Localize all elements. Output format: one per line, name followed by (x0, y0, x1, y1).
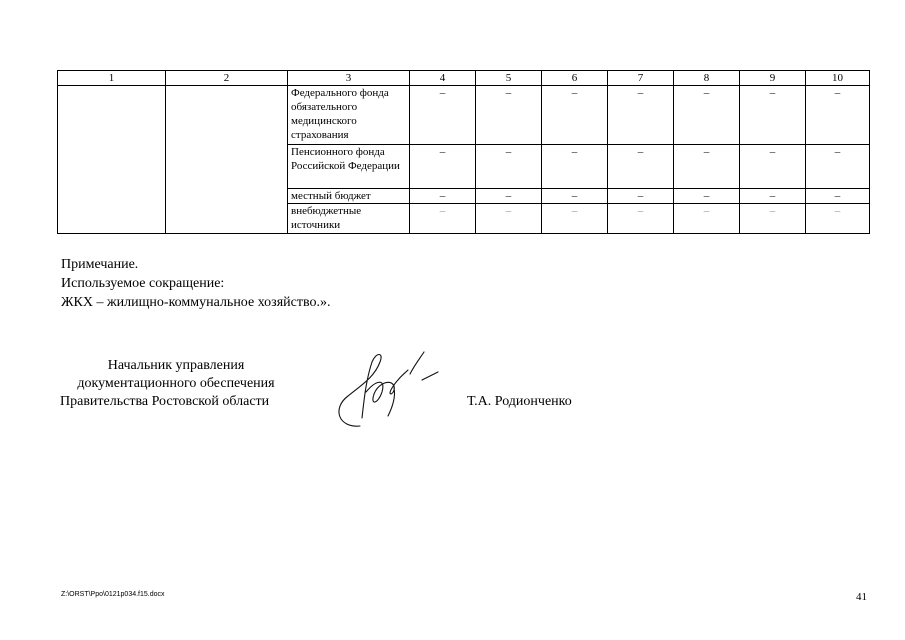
table-cell: – (608, 145, 674, 189)
table-cell: – (674, 145, 740, 189)
table-cell: – (608, 189, 674, 204)
note-title: Примечание. (61, 257, 139, 272)
table-cell: – (410, 204, 476, 234)
table-cell: – (410, 145, 476, 189)
column-header: 7 (608, 71, 674, 86)
table-cell: – (740, 145, 806, 189)
position-line: Начальник управления (107, 358, 245, 373)
table-cell: – (542, 145, 608, 189)
signatory-position (60, 357, 292, 411)
page-number: 41 (856, 591, 867, 603)
funding-source-label: Федерального фонда обязательного медицинского страхования (288, 86, 410, 145)
table-cell-empty (166, 86, 288, 234)
table-cell: – (476, 204, 542, 234)
handwritten-signature (330, 348, 445, 430)
position-line: документационного обеспечения (77, 376, 275, 391)
table-cell: – (806, 189, 870, 204)
table-cell: – (806, 86, 870, 145)
column-header: 10 (806, 71, 870, 86)
table-cell: – (674, 204, 740, 234)
table-cell: – (608, 204, 674, 234)
funding-source-label: Пенсионного фонда Российской Федерации (288, 145, 410, 189)
table-cell-empty (58, 86, 166, 234)
table-cell: – (410, 86, 476, 145)
table-cell: – (476, 189, 542, 204)
table-cell: – (476, 145, 542, 189)
table-cell: – (410, 189, 476, 204)
column-header: 5 (476, 71, 542, 86)
column-header: 3 (288, 71, 410, 86)
table-cell: – (542, 189, 608, 204)
table-header-row (58, 71, 870, 86)
abbreviation-intro: Используемое сокращение: (61, 276, 225, 291)
table-cell: – (476, 86, 542, 145)
table-cell: – (542, 86, 608, 145)
signer-name: Т.А. Родионченко (467, 394, 572, 409)
funding-source-label: внебюджетные источники (288, 204, 410, 234)
column-header: 9 (740, 71, 806, 86)
column-header: 6 (542, 71, 608, 86)
table-cell: – (542, 204, 608, 234)
column-header: 1 (58, 71, 166, 86)
table-cell: – (674, 86, 740, 145)
funding-source-label: местный бюджет (288, 189, 410, 204)
table-cell: – (674, 189, 740, 204)
table-cell: – (806, 145, 870, 189)
table-cell: – (740, 86, 806, 145)
table-cell: – (608, 86, 674, 145)
table-cell: – (740, 189, 806, 204)
column-header: 8 (674, 71, 740, 86)
table-cell: – (806, 204, 870, 234)
table-row (58, 86, 870, 145)
table-cell: – (740, 204, 806, 234)
footer-file-path: Z:\ORST\Ppo\0121p034.f15.docx (61, 591, 165, 598)
funding-table (57, 70, 870, 234)
column-header: 2 (166, 71, 288, 86)
abbreviation-definition: ЖКХ – жилищно-коммунальное хозяйство.». (61, 295, 331, 310)
position-line: Правительства Ростовской области (60, 394, 270, 409)
column-header: 4 (410, 71, 476, 86)
